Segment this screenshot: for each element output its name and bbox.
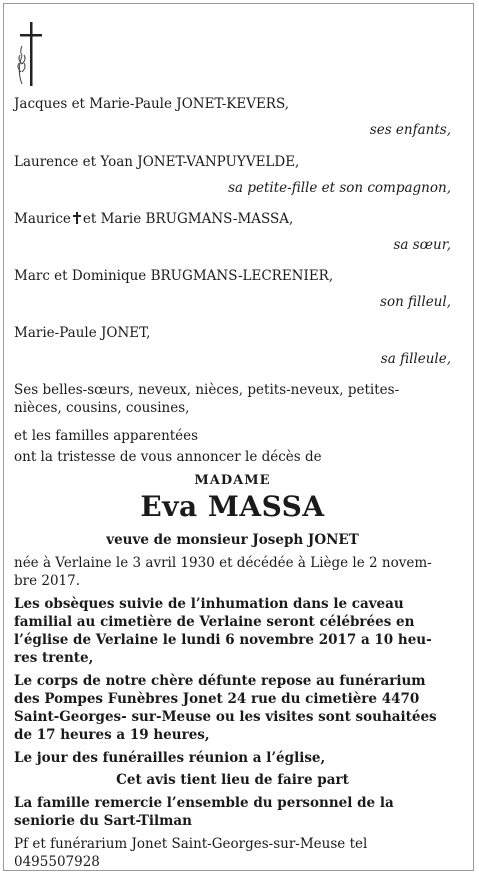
family-relation-3: sa sœur, (393, 237, 451, 253)
undertaker-line-2: 0495507928 (14, 854, 100, 870)
obituary-notice (3, 3, 474, 871)
family-names-3-rest: et Marie BRUGMANS-MASSA, (82, 211, 294, 227)
small-cross-icon (72, 212, 82, 224)
family-names-5: Marie-Paule JONET, (14, 325, 151, 341)
cross-wheat-icon (10, 20, 50, 90)
funeral-line-3: l’église de Verlaine le lundi 6 novembre 2017 a 10 heu- (14, 632, 432, 648)
family-names-2: Laurence et Yoan JONET-VANPUYVELDE, (14, 154, 300, 170)
deceased-title: MADAME (194, 473, 271, 488)
undertaker-line-1: Pf et funérarium Jonet Saint-Georges-sur-Meuse tel (14, 836, 368, 852)
family-names-3-first: Maurice (14, 211, 71, 227)
family-relation-4: son filleul, (380, 294, 451, 310)
relatives-line-1: Ses belles-sœurs, neveux, nièces, petits-neveux, petites- (14, 382, 400, 398)
viewing-line-2: des Pompes Funèbres Jonet 24 rue du cimetière 4470 (14, 691, 420, 707)
relatives-line-3: et les familles apparentées (14, 428, 199, 444)
family-names-4: Marc et Dominique BRUGMANS-LECRENIER, (14, 268, 334, 284)
family-relation-1: ses enfants, (369, 122, 451, 138)
thanks-line-1: La famille remercie l’ensemble du personnel de la (14, 795, 394, 811)
notice-line: Cet avis tient lieu de faire part (116, 772, 349, 788)
announcement-line: ont la tristesse de vous annoncer le décès de (14, 449, 322, 465)
widow-of-line: veuve de monsieur Joseph JONET (106, 532, 359, 548)
funeral-line-4: res trente, (14, 650, 94, 666)
birth-death-line-2: bre 2017. (14, 573, 81, 589)
deceased-name: Eva MASSA (140, 490, 325, 523)
funeral-line-2: familial au cimetière de Verlaine seront célébrées en (14, 614, 415, 630)
thanks-line-2: seniorie du Sart-Tilman (14, 813, 192, 829)
family-relation-5: sa filleule, (380, 351, 451, 367)
viewing-line-1: Le corps de notre chère défunte repose au funérarium (14, 673, 426, 689)
funeral-line-1: Les obsèques suivie de l’inhumation dans le caveau (14, 596, 404, 612)
reunion-line: Le jour des funérailles réunion a l’église, (14, 750, 326, 766)
family-names-1: Jacques et Marie-Paule JONET-KEVERS, (14, 96, 290, 112)
family-names-3 (14, 211, 451, 228)
viewing-line-3: Saint-Georges- sur-Meuse ou les visites sont souhaitées (14, 709, 437, 725)
family-relation-2: sa petite-fille et son compagnon, (228, 180, 451, 196)
relatives-line-2: nièces, cousins, cousines, (14, 400, 190, 416)
birth-death-line-1: née à Verlaine le 3 avril 1930 et décédée à Liège le 2 novem- (14, 555, 432, 571)
viewing-line-4: de 17 heures a 19 heures, (14, 727, 210, 743)
